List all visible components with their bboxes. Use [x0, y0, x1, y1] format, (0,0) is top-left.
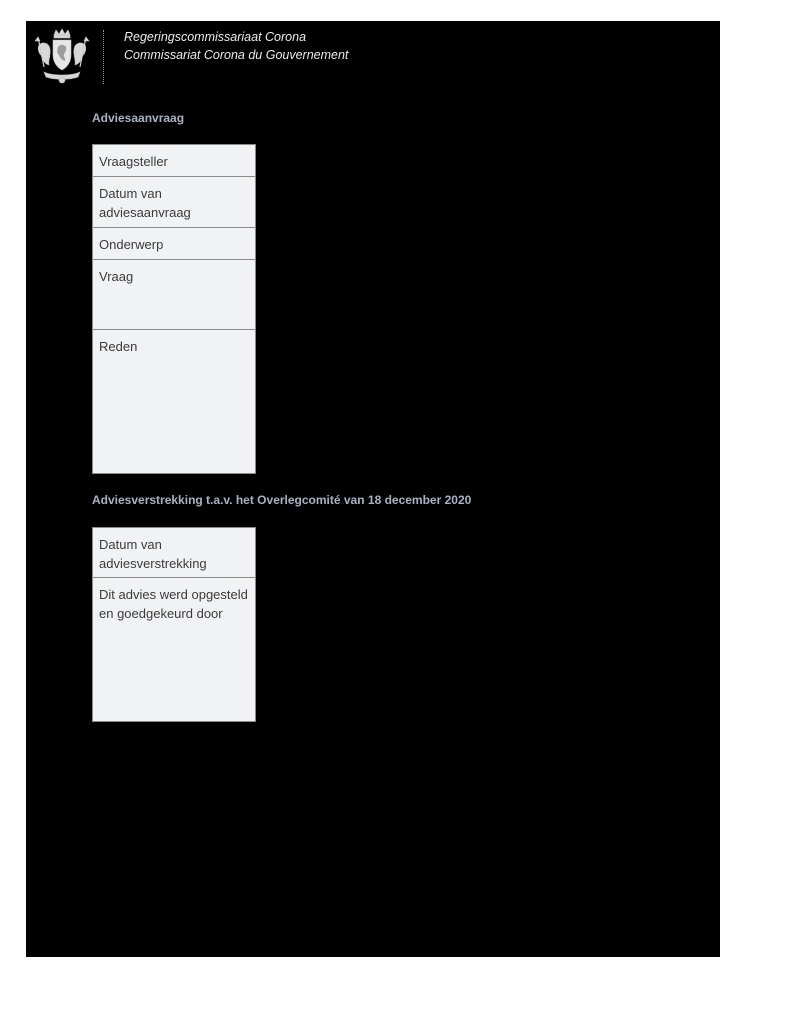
section-heading-adviesverstrekking: Adviesverstrekking t.a.v. het Overlegcomité van 18 december 2020 [92, 493, 472, 507]
row-label-vraag: Vraag [99, 269, 134, 284]
header-title-fr: Commissariat Corona du Gouvernement [124, 48, 349, 62]
header-title-nl: Regeringscommissariaat Corona [124, 30, 307, 44]
row-label-datum-adviesverstrekking: Datum van adviesverstrekking [99, 537, 207, 571]
header-divider [103, 30, 104, 84]
table-row [93, 260, 255, 330]
belgian-coat-of-arms-icon [34, 27, 90, 85]
table-row [93, 228, 255, 260]
advice-delivery-table [92, 527, 256, 722]
row-label-datum-adviesaanvraag: Datum van adviesaanvraag [99, 186, 191, 220]
row-label-reden: Reden [99, 339, 138, 354]
table-row [93, 578, 255, 721]
table-row [93, 528, 255, 578]
table-row [93, 145, 255, 177]
row-label-vraagsteller: Vraagsteller [99, 154, 168, 169]
row-label-opgesteld-door: Dit advies werd opgesteld en goedgekeurd door [99, 587, 248, 621]
advice-request-table [92, 144, 256, 474]
section-heading-adviesaanvraag: Adviesaanvraag [92, 111, 185, 125]
table-row [93, 330, 255, 473]
table-row [93, 177, 255, 228]
row-label-onderwerp: Onderwerp [99, 237, 164, 252]
